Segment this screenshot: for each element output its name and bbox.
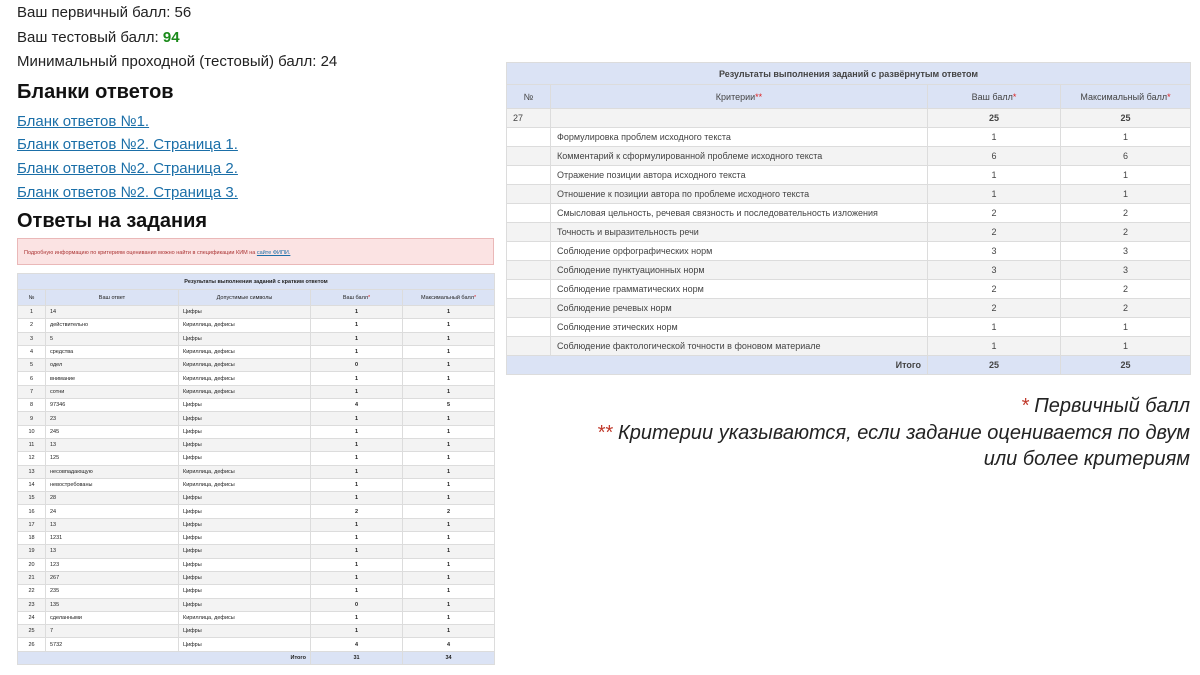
row-answer: действительно bbox=[46, 319, 179, 332]
row-answer: сотни bbox=[46, 385, 179, 398]
row-score: 1 bbox=[928, 128, 1061, 147]
task-criteria bbox=[551, 109, 928, 128]
row-max: 6 bbox=[1061, 147, 1191, 166]
row-score: 1 bbox=[311, 372, 403, 385]
row-answer: 125 bbox=[46, 452, 179, 465]
row-criterion: Комментарий к сформулированной проблеме исходного текста bbox=[551, 147, 928, 166]
row-criterion: Соблюдение орфографических норм bbox=[551, 242, 928, 261]
row-number: 1 bbox=[18, 306, 46, 319]
row-criterion: Соблюдение грамматических норм bbox=[551, 280, 928, 299]
row-max: 1 bbox=[403, 412, 495, 425]
row-max: 3 bbox=[1061, 261, 1191, 280]
row-answer: 123 bbox=[46, 558, 179, 571]
row-number: 8 bbox=[18, 399, 46, 412]
row-number: 12 bbox=[18, 452, 46, 465]
row-number: 9 bbox=[18, 412, 46, 425]
row-score: 1 bbox=[311, 625, 403, 638]
info-alert bbox=[17, 238, 494, 265]
row-criterion: Соблюдение этических норм bbox=[551, 318, 928, 337]
row-score: 1 bbox=[311, 319, 403, 332]
criteria-row bbox=[507, 147, 1191, 166]
table-row bbox=[18, 319, 495, 332]
table-row bbox=[18, 412, 495, 425]
row-answer: 23 bbox=[46, 412, 179, 425]
row-answer: 245 bbox=[46, 425, 179, 438]
row-score: 1 bbox=[311, 332, 403, 345]
row-score: 1 bbox=[311, 306, 403, 319]
table-row bbox=[18, 532, 495, 545]
row-criterion: Соблюдение речевых норм bbox=[551, 299, 928, 318]
col-criteria-label: Критерии bbox=[715, 91, 756, 102]
row-answer: сделанными bbox=[46, 611, 179, 624]
row-answer: 13 bbox=[46, 518, 179, 531]
star-mark: * bbox=[1167, 91, 1171, 102]
note-primary-text: Первичный балл bbox=[1028, 395, 1190, 417]
double-star-mark: ** bbox=[596, 422, 613, 444]
table-row bbox=[18, 332, 495, 345]
row-score: 1 bbox=[311, 545, 403, 558]
row-score: 2 bbox=[311, 505, 403, 518]
row-answer: 1231 bbox=[46, 532, 179, 545]
row-score: 1 bbox=[928, 337, 1061, 356]
fipi-link[interactable]: сайте ФИПИ. bbox=[256, 250, 291, 256]
criteria-row bbox=[507, 337, 1191, 356]
table-row bbox=[18, 452, 495, 465]
table-row bbox=[18, 478, 495, 491]
star-mark: * bbox=[1012, 91, 1017, 102]
primary-score: Ваш первичный балл: 56 bbox=[17, 4, 192, 21]
row-max: 1 bbox=[403, 465, 495, 478]
row-max: 1 bbox=[403, 571, 495, 584]
row-number bbox=[507, 223, 551, 242]
short-table-title: Результаты выполнения заданий с кратким ответом bbox=[18, 274, 495, 290]
row-number bbox=[507, 128, 551, 147]
row-answer: 5732 bbox=[46, 638, 179, 651]
extended-answer-table bbox=[506, 62, 1191, 375]
table-row bbox=[18, 465, 495, 478]
row-max: 1 bbox=[403, 518, 495, 531]
row-max: 2 bbox=[403, 505, 495, 518]
short-total-score: 31 bbox=[311, 651, 403, 664]
row-number: 20 bbox=[18, 558, 46, 571]
row-max: 5 bbox=[403, 399, 495, 412]
criteria-row bbox=[507, 280, 1191, 299]
col-number: № bbox=[507, 85, 551, 109]
row-score: 0 bbox=[311, 598, 403, 611]
row-answer: 14 bbox=[46, 306, 179, 319]
row-allowed: Кириллица, дефисы bbox=[179, 359, 311, 372]
row-criterion: Смысловая цельность, речевая связность и последовательность изложения bbox=[551, 204, 928, 223]
row-answer: 13 bbox=[46, 438, 179, 451]
note-criteria-text: Критерии указываются, если задание оценивается по двум bbox=[612, 422, 1190, 444]
row-number: 16 bbox=[18, 505, 46, 518]
col-criteria bbox=[551, 85, 928, 109]
row-allowed: Цифры bbox=[179, 492, 311, 505]
row-criterion: Соблюдение фактологической точности в фоновом материале bbox=[551, 337, 928, 356]
row-number: 19 bbox=[18, 545, 46, 558]
row-score: 1 bbox=[311, 558, 403, 571]
row-number bbox=[507, 280, 551, 299]
row-max: 1 bbox=[403, 306, 495, 319]
row-answer: 13 bbox=[46, 545, 179, 558]
row-score: 2 bbox=[928, 299, 1061, 318]
criteria-row bbox=[507, 318, 1191, 337]
col-max-label: Максимальный балл bbox=[420, 294, 474, 301]
row-max: 1 bbox=[403, 611, 495, 624]
short-total-label: Итого bbox=[18, 651, 311, 664]
table-row bbox=[18, 571, 495, 584]
row-allowed: Цифры bbox=[179, 558, 311, 571]
table-row bbox=[18, 425, 495, 438]
table-row bbox=[18, 611, 495, 624]
row-score: 4 bbox=[311, 638, 403, 651]
col-score-label: Ваш балл bbox=[971, 91, 1013, 102]
long-total-label: Итого bbox=[507, 356, 928, 375]
row-score: 1 bbox=[311, 438, 403, 451]
row-max: 1 bbox=[403, 598, 495, 611]
row-allowed: Кириллица, дефисы bbox=[179, 372, 311, 385]
col-number: № bbox=[18, 290, 46, 306]
task-score: 25 bbox=[928, 109, 1061, 128]
alert-text: Подробную информацию по критериям оценивания можно найти в спецификации КИМ на bbox=[24, 250, 257, 256]
row-score: 1 bbox=[311, 492, 403, 505]
row-score: 2 bbox=[928, 204, 1061, 223]
criteria-row bbox=[507, 242, 1191, 261]
table-row bbox=[18, 585, 495, 598]
short-answer-table bbox=[17, 273, 495, 665]
col-answer: Ваш ответ bbox=[46, 290, 179, 306]
row-answer: 135 bbox=[46, 598, 179, 611]
row-max: 1 bbox=[403, 332, 495, 345]
row-answer: 235 bbox=[46, 585, 179, 598]
row-score: 4 bbox=[311, 399, 403, 412]
row-answer: 24 bbox=[46, 505, 179, 518]
row-number bbox=[507, 299, 551, 318]
star-mark: * bbox=[473, 294, 477, 301]
long-total-score: 25 bbox=[928, 356, 1061, 375]
row-criterion: Формулировка проблем исходного текста bbox=[551, 128, 928, 147]
row-allowed: Цифры bbox=[179, 532, 311, 545]
row-allowed: Цифры bbox=[179, 518, 311, 531]
test-score-label: Ваш тестовый балл: bbox=[17, 29, 163, 46]
row-allowed: Цифры bbox=[179, 332, 311, 345]
row-max: 1 bbox=[403, 532, 495, 545]
star-mark: * bbox=[1020, 395, 1029, 417]
blank-link-2-page-2[interactable]: Бланк ответов №2. Страница 2. bbox=[17, 160, 238, 177]
row-max: 1 bbox=[403, 478, 495, 491]
criteria-row bbox=[507, 185, 1191, 204]
row-number bbox=[507, 318, 551, 337]
row-max: 1 bbox=[403, 585, 495, 598]
row-max: 2 bbox=[1061, 280, 1191, 299]
min-score: Минимальный проходной (тестовый) балл: 24 bbox=[17, 53, 338, 70]
row-allowed: Кириллица, дефисы bbox=[179, 478, 311, 491]
criteria-row bbox=[507, 261, 1191, 280]
row-score: 1 bbox=[311, 425, 403, 438]
col-score bbox=[311, 290, 403, 306]
row-max: 1 bbox=[1061, 166, 1191, 185]
row-allowed: Цифры bbox=[179, 625, 311, 638]
table-row bbox=[18, 345, 495, 358]
row-number: 25 bbox=[18, 625, 46, 638]
long-total-max: 25 bbox=[1061, 356, 1191, 375]
row-answer: одел bbox=[46, 359, 179, 372]
row-score: 1 bbox=[928, 166, 1061, 185]
row-allowed: Цифры bbox=[179, 571, 311, 584]
row-allowed: Цифры bbox=[179, 306, 311, 319]
row-max: 1 bbox=[1061, 337, 1191, 356]
row-number: 6 bbox=[18, 372, 46, 385]
row-max: 2 bbox=[1061, 299, 1191, 318]
row-allowed: Цифры bbox=[179, 438, 311, 451]
row-max: 4 bbox=[403, 638, 495, 651]
row-allowed: Цифры bbox=[179, 505, 311, 518]
row-answer: 28 bbox=[46, 492, 179, 505]
row-number: 26 bbox=[18, 638, 46, 651]
table-row bbox=[18, 638, 495, 651]
row-criterion: Отражение позиции автора исходного текста bbox=[551, 166, 928, 185]
row-criterion: Отношение к позиции автора по проблеме исходного текста bbox=[551, 185, 928, 204]
row-number bbox=[507, 204, 551, 223]
row-score: 1 bbox=[311, 571, 403, 584]
criteria-row bbox=[507, 128, 1191, 147]
criteria-row bbox=[507, 204, 1191, 223]
row-max: 1 bbox=[403, 558, 495, 571]
row-allowed: Кириллица, дефисы bbox=[179, 465, 311, 478]
row-max: 1 bbox=[403, 385, 495, 398]
row-max: 2 bbox=[1061, 204, 1191, 223]
table-row bbox=[18, 306, 495, 319]
row-score: 1 bbox=[311, 345, 403, 358]
row-max: 1 bbox=[403, 438, 495, 451]
task-row bbox=[507, 109, 1191, 128]
table-row bbox=[18, 438, 495, 451]
blank-link-1[interactable]: Бланк ответов №1. bbox=[17, 113, 150, 130]
double-star-mark: ** bbox=[755, 91, 763, 102]
row-number: 18 bbox=[18, 532, 46, 545]
note-criteria bbox=[597, 422, 1190, 445]
test-score bbox=[17, 29, 180, 46]
row-number bbox=[507, 242, 551, 261]
row-allowed: Кириллица, дефисы bbox=[179, 611, 311, 624]
row-score: 2 bbox=[928, 280, 1061, 299]
row-allowed: Кириллица, дефисы bbox=[179, 385, 311, 398]
row-allowed: Кириллица, дефисы bbox=[179, 345, 311, 358]
row-score: 2 bbox=[928, 223, 1061, 242]
col-score-label: Ваш балл bbox=[342, 294, 369, 301]
row-answer: невостребованы bbox=[46, 478, 179, 491]
row-score: 1 bbox=[928, 318, 1061, 337]
row-number: 22 bbox=[18, 585, 46, 598]
row-number bbox=[507, 185, 551, 204]
row-answer: внимание bbox=[46, 372, 179, 385]
blank-link-2-page-3[interactable]: Бланк ответов №2. Страница 3. bbox=[17, 184, 238, 201]
table-row bbox=[18, 399, 495, 412]
row-number: 17 bbox=[18, 518, 46, 531]
row-max: 1 bbox=[403, 425, 495, 438]
row-answer: 267 bbox=[46, 571, 179, 584]
note-criteria-cont: или более критериям bbox=[983, 448, 1190, 470]
row-max: 1 bbox=[1061, 128, 1191, 147]
row-score: 3 bbox=[928, 242, 1061, 261]
row-allowed: Цифры bbox=[179, 598, 311, 611]
table-row bbox=[18, 505, 495, 518]
row-max: 1 bbox=[1061, 318, 1191, 337]
row-number: 2 bbox=[18, 319, 46, 332]
row-max: 1 bbox=[403, 545, 495, 558]
row-score: 1 bbox=[311, 532, 403, 545]
row-max: 1 bbox=[403, 625, 495, 638]
note-primary bbox=[1021, 395, 1190, 418]
row-max: 1 bbox=[1061, 185, 1191, 204]
row-number: 11 bbox=[18, 438, 46, 451]
row-number bbox=[507, 147, 551, 166]
short-total-max: 34 bbox=[403, 651, 495, 664]
row-score: 6 bbox=[928, 147, 1061, 166]
criteria-row bbox=[507, 223, 1191, 242]
row-number: 10 bbox=[18, 425, 46, 438]
table-row bbox=[18, 545, 495, 558]
row-allowed: Цифры bbox=[179, 638, 311, 651]
blanks-heading: Бланки ответов bbox=[17, 81, 174, 103]
row-score: 0 bbox=[311, 359, 403, 372]
row-criterion: Точность и выразительность речи bbox=[551, 223, 928, 242]
row-max: 3 bbox=[1061, 242, 1191, 261]
task-number: 27 bbox=[507, 109, 551, 128]
row-score: 1 bbox=[928, 185, 1061, 204]
row-allowed: Кириллица, дефисы bbox=[179, 319, 311, 332]
row-number: 13 bbox=[18, 465, 46, 478]
row-score: 1 bbox=[311, 585, 403, 598]
row-allowed: Цифры bbox=[179, 425, 311, 438]
row-score: 3 bbox=[928, 261, 1061, 280]
long-table-title: Результаты выполнения заданий с развёрнутым ответом bbox=[507, 63, 1191, 85]
row-score: 1 bbox=[311, 452, 403, 465]
row-number bbox=[507, 166, 551, 185]
star-mark: * bbox=[368, 294, 371, 301]
table-row bbox=[18, 598, 495, 611]
row-criterion: Соблюдение пунктуационных норм bbox=[551, 261, 928, 280]
row-number: 7 bbox=[18, 385, 46, 398]
row-allowed: Цифры bbox=[179, 452, 311, 465]
table-row bbox=[18, 625, 495, 638]
col-max-label: Максимальный балл bbox=[1080, 91, 1168, 102]
row-allowed: Цифры bbox=[179, 412, 311, 425]
table-row bbox=[18, 372, 495, 385]
criteria-row bbox=[507, 299, 1191, 318]
table-row bbox=[18, 385, 495, 398]
row-number: 21 bbox=[18, 571, 46, 584]
row-max: 1 bbox=[403, 319, 495, 332]
col-max bbox=[403, 290, 495, 306]
table-row bbox=[18, 518, 495, 531]
row-number: 15 bbox=[18, 492, 46, 505]
test-score-value: 94 bbox=[162, 29, 180, 46]
col-max bbox=[1061, 85, 1191, 109]
criteria-row bbox=[507, 166, 1191, 185]
blank-link-2-page-1[interactable]: Бланк ответов №2. Страница 1. bbox=[17, 136, 238, 153]
row-number: 5 bbox=[18, 359, 46, 372]
row-number: 4 bbox=[18, 345, 46, 358]
table-row bbox=[18, 492, 495, 505]
row-allowed: Цифры bbox=[179, 399, 311, 412]
row-score: 1 bbox=[311, 385, 403, 398]
row-max: 1 bbox=[403, 372, 495, 385]
row-number: 14 bbox=[18, 478, 46, 491]
task-max: 25 bbox=[1061, 109, 1191, 128]
row-answer: 7 bbox=[46, 625, 179, 638]
row-max: 1 bbox=[403, 359, 495, 372]
row-number: 3 bbox=[18, 332, 46, 345]
row-score: 1 bbox=[311, 518, 403, 531]
row-number: 23 bbox=[18, 598, 46, 611]
row-max: 1 bbox=[403, 452, 495, 465]
row-max: 1 bbox=[403, 492, 495, 505]
col-allowed: Допустимые символы bbox=[179, 290, 311, 306]
row-answer: средства bbox=[46, 345, 179, 358]
row-max: 2 bbox=[1061, 223, 1191, 242]
row-answer: 5 bbox=[46, 332, 179, 345]
row-number: 24 bbox=[18, 611, 46, 624]
row-score: 1 bbox=[311, 465, 403, 478]
row-score: 1 bbox=[311, 478, 403, 491]
row-number bbox=[507, 337, 551, 356]
row-allowed: Цифры bbox=[179, 545, 311, 558]
row-answer: 97346 bbox=[46, 399, 179, 412]
table-row bbox=[18, 359, 495, 372]
row-allowed: Цифры bbox=[179, 585, 311, 598]
row-answer: несовпадающую bbox=[46, 465, 179, 478]
row-score: 1 bbox=[311, 412, 403, 425]
row-number bbox=[507, 261, 551, 280]
answers-heading: Ответы на задания bbox=[17, 210, 208, 232]
row-max: 1 bbox=[403, 345, 495, 358]
row-score: 1 bbox=[311, 611, 403, 624]
col-score bbox=[928, 85, 1061, 109]
table-row bbox=[18, 558, 495, 571]
